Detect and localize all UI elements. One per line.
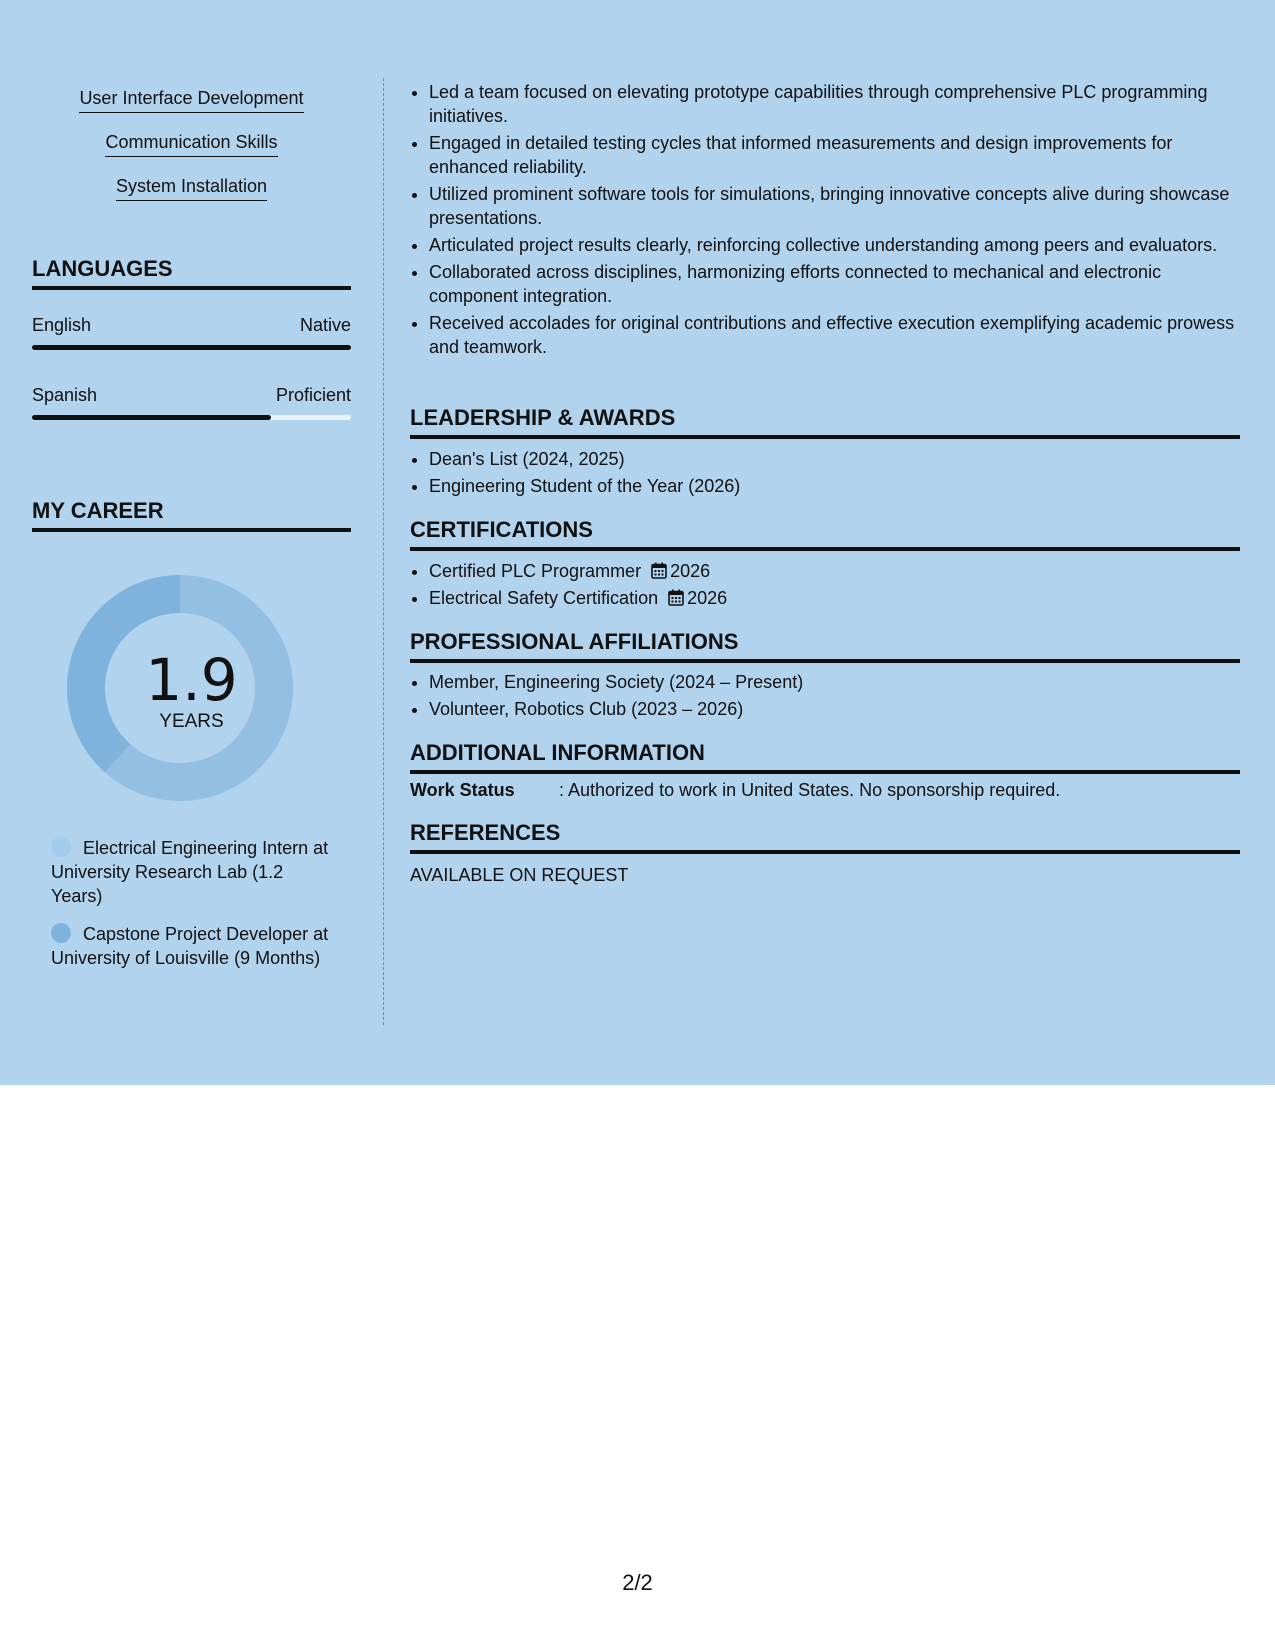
leadership-heading: LEADERSHIP & AWARDS [410,404,1240,439]
career-total-unit: YEARS [159,711,224,732]
skill-item: System Installation [116,174,267,201]
legend-dot [51,923,71,943]
certification-year: 2026 [687,588,728,608]
list-item: • Collaborated across disciplines, harmonizing efforts connected to mechanical and electronic component integration. [429,260,1240,308]
certifications-list [410,559,1240,613]
list-item: • Engaged in detailed testing cycles that informed measurements and design improvements for enhanced reliability. [429,131,1240,179]
references-text: AVAILABLE ON REQUEST [410,865,629,885]
legend-dot [51,837,71,857]
certification-name: Electrical Safety Certification [429,588,659,608]
certification-year: 2026 [670,561,711,581]
career-legend-item [51,836,331,908]
language-name: English [32,315,92,335]
career-legend-label: Electrical Engineering Intern at University Research Lab (1.2 Years) [51,838,329,906]
language-proficiency-bar [32,345,351,350]
language-level: Proficient [275,385,351,405]
page-number: 2/2 [622,1570,653,1595]
list-item: • Engineering Student of the Year (2026) [429,474,1240,498]
skills-list [32,86,351,218]
experience-bullets [410,80,1240,362]
skill-item: User Interface Development [79,86,303,113]
career-legend-item [51,922,331,970]
list-item: • Articulated project results clearly, reinforcing collective understanding among peers and evaluators. [429,233,1240,257]
languages-heading: LANGUAGES [32,255,351,290]
language-name: Spanish [32,385,98,405]
list-item [429,586,1240,610]
list-item: • Member, Engineering Society (2024 – Present) [429,670,1240,694]
list-item: • Volunteer, Robotics Club (2023 – 2026) [429,697,1240,721]
career-legend-label: Capstone Project Developer at University of Louisville (9 Months) [51,924,329,968]
career-heading: MY CAREER [32,497,351,532]
list-item: • Utilized prominent software tools for simulations, bringing innovative concepts alive during showcase presentations. [429,182,1240,230]
list-item: • Led a team focused on elevating prototype capabilities through comprehensive PLC programming initiatives. [429,80,1240,128]
career-total-years: 1.9 [145,646,238,714]
references-heading: REFERENCES [410,819,1240,854]
language-proficiency-fill [32,415,271,420]
certifications-heading: CERTIFICATIONS [410,516,1240,551]
leadership-list [410,447,1240,501]
language-level: Native [299,315,351,335]
affiliations-list [410,670,1240,724]
list-item [429,559,1240,583]
work-status-value: : Authorized to work in United States. No sponsorship required. [559,780,1061,800]
language-proficiency-bar [32,415,351,420]
language-proficiency-fill [32,345,351,350]
affiliations-heading: PROFESSIONAL AFFILIATIONS [410,628,1240,663]
calendar-icon [668,589,684,606]
list-item: • Received accolades for original contributions and effective execution exemplifying academic prowess and teamwork. [429,311,1240,359]
certification-name: Certified PLC Programmer [429,561,642,581]
work-status-label: Work Status [410,780,515,800]
skill-item: Communication Skills [105,130,277,157]
column-divider [383,78,384,1025]
additional-info-heading: ADDITIONAL INFORMATION [410,739,1240,774]
work-status-row [410,778,1240,802]
list-item: • Dean's List (2024, 2025) [429,447,1240,471]
calendar-icon [651,562,667,579]
